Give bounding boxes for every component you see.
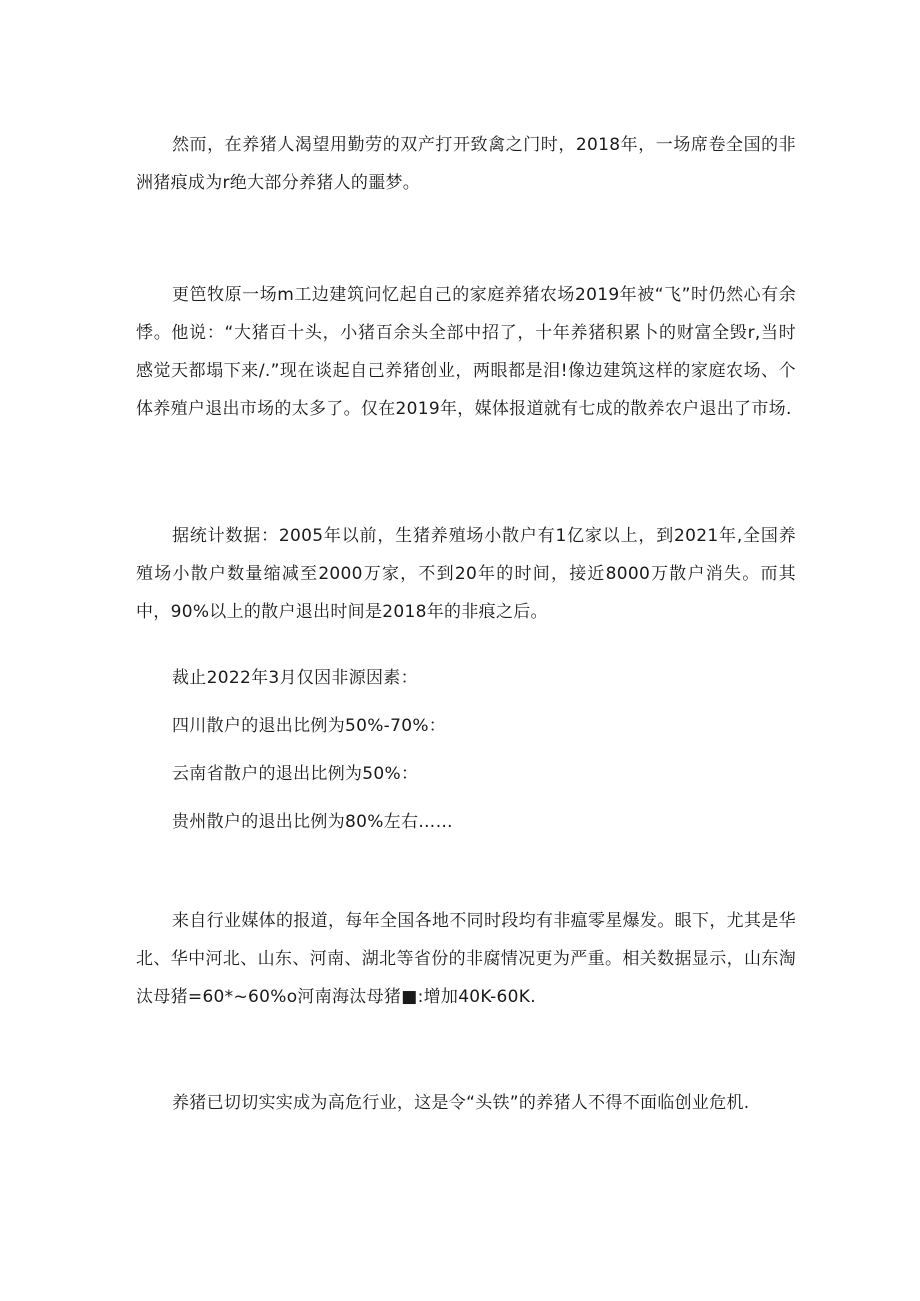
paragraph-statistics: 据统计数据：2005年以前，生猪养殖场小散户有1亿家以上，到2021年,全国养殖场小散户数量缩减至2000万家，不到20年的时间，接近8000万散户消失。而其中，90%以上的散户退出时间是2018年的非痕之后。 bbox=[136, 526, 796, 622]
paragraph-outbreak-intro: 然而，在养猪人渴望用勤劳的双产打开致禽之门时，2018年，一场席卷全国的非洲猪痕成为r绝大部分养猪人的噩梦。 bbox=[136, 135, 796, 193]
paragraph-conclusion: 养猪已切切实实成为高危行业，这是令“头铁”的养猪人不得不面临创业危机. bbox=[172, 1093, 750, 1113]
list-heading: 裁止2022年3月仅因非源因素： bbox=[172, 668, 418, 688]
list-item-guizhou: 贵州散户的退出比例为80%左右…… bbox=[172, 812, 453, 832]
paragraph-farmer-story: 更笆牧原一场m工边建筑问忆起自己的家庭养猪农场2019年被“飞”时仍然心有余悸。他说：“大猪百十头，小猪百余头全部中招了，十年养猪积累卜的财富全毁r,当时感觉天都塌下来/.”现在谈起自己养猪创业，两眼都是泪!像边建筑这样的家庭农场、个体养殖户退出市场的太多了。仅在2019年，媒体报道就有七成的散养农户退出了市场. bbox=[136, 285, 796, 419]
paragraph-industry-report: 来自行业媒体的报道，每年全国各地不同时段均有非瘟零星爆发。眼下，尤其是华北、华中河北、山东、河南、湖北等省份的非腐情况更为严重。相关数据显示，山东淘汰母猪=60*~60%o河南海汰母猪■:增加40K-60K. bbox=[136, 911, 796, 1007]
list-item-sichuan: 四川散户的退出比例为50%-70%： bbox=[172, 716, 447, 736]
list-item-yunnan: 云南省散户的退出比例为50%： bbox=[172, 764, 419, 784]
